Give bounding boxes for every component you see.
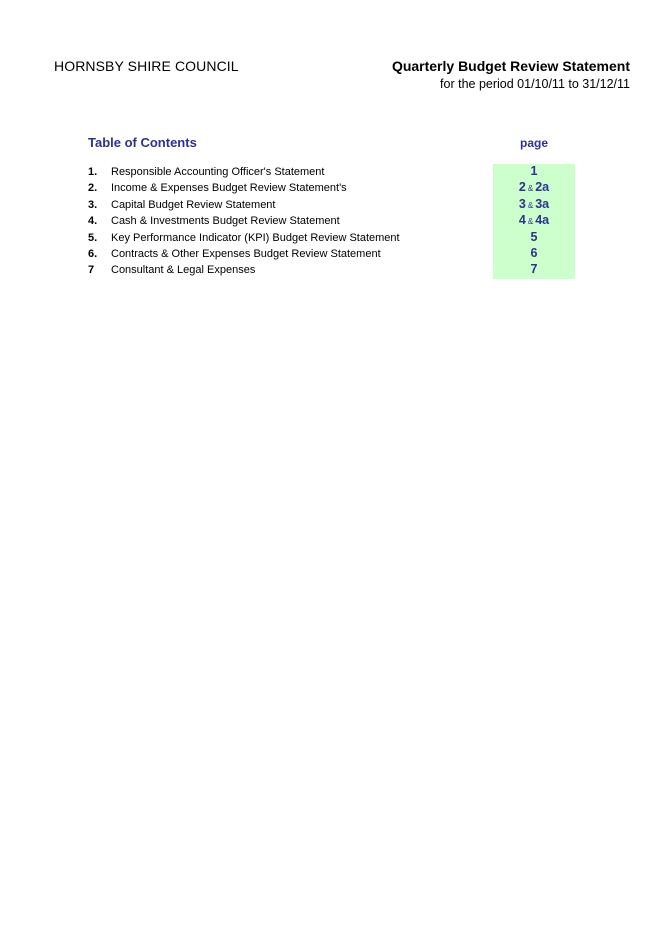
- toc-row: [0, 213, 665, 229]
- statement-title: Quarterly Budget Review Statement: [391, 58, 630, 74]
- statement-period: for the period 01/10/11 to 31/12/11: [440, 77, 630, 91]
- toc-row: [0, 262, 665, 278]
- toc-heading: Table of Contents: [88, 135, 197, 150]
- ampersand: &: [527, 217, 534, 227]
- page-number: 5: [530, 229, 538, 244]
- page-number-extra: 3a: [535, 196, 550, 211]
- statement-header: [392, 58, 630, 92]
- page-number-extra: 2a: [535, 180, 550, 195]
- toc-item-title: Responsible Accounting Officer's Statement: [111, 166, 325, 178]
- page-number: 7: [530, 262, 538, 277]
- toc-item-title: Contracts & Other Expenses Budget Review Statement: [111, 247, 381, 260]
- toc-list: [0, 164, 665, 279]
- toc-item-page: [493, 164, 575, 178]
- toc-item-title: Cash & Investments Budget Review Statement: [111, 215, 340, 228]
- toc-item-page: [493, 213, 575, 227]
- toc-item-title: Key Performance Indicator (KPI) Budget Review Statement: [111, 231, 400, 244]
- toc-item-number: 1.: [88, 166, 98, 178]
- toc-item-page: [493, 230, 575, 244]
- toc-item-title: Capital Budget Review Statement: [111, 198, 276, 211]
- page-number: 2: [518, 180, 526, 195]
- toc-item-number: 6.: [88, 247, 98, 260]
- page-number: 3: [518, 196, 526, 211]
- ampersand: &: [527, 184, 534, 194]
- toc-item-number: 3.: [88, 198, 98, 211]
- page-number-extra: 4a: [535, 213, 550, 228]
- toc-item-page: [493, 246, 575, 260]
- toc-item-number: 5.: [88, 231, 98, 244]
- toc-row: [0, 197, 665, 213]
- toc-item-number: 7: [88, 264, 95, 277]
- page-number: 6: [530, 245, 538, 260]
- toc-item-page: [493, 197, 575, 211]
- page-number: 1: [530, 164, 538, 178]
- toc-item-number: 4.: [88, 215, 98, 228]
- toc-row: [0, 180, 665, 196]
- page-column-heading: page: [519, 136, 548, 150]
- toc-item-number: 2.: [88, 182, 98, 195]
- page-number: 4: [518, 213, 526, 228]
- ampersand: &: [527, 200, 534, 210]
- toc-row: [0, 230, 665, 246]
- organisation-name: HORNSBY SHIRE COUNCIL: [54, 58, 239, 74]
- toc-item-title: Income & Expenses Budget Review Statement's: [111, 182, 347, 195]
- toc-item-page: [493, 180, 575, 194]
- toc-row: [0, 164, 665, 180]
- toc-item-title: Consultant & Legal Expenses: [111, 264, 256, 277]
- toc-item-page: [493, 262, 575, 276]
- toc-row: [0, 246, 665, 262]
